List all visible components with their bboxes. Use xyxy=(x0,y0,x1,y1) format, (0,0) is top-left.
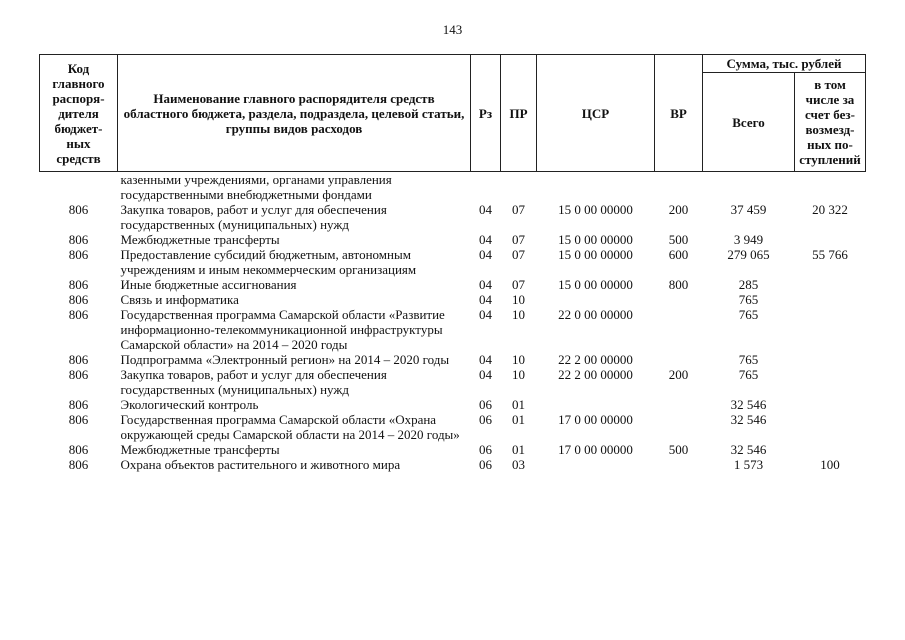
cell-csr: 22 2 00 00000 xyxy=(558,352,633,367)
cell-code: 806 xyxy=(68,397,89,412)
cell-csr xyxy=(537,292,655,307)
cell-name: Подпрограмма «Электронный регион» на 2014 – 2020 годы xyxy=(120,352,450,367)
cell-total: 32 546 xyxy=(730,442,767,457)
cell-code: 806 xyxy=(68,292,89,307)
cell-total: 32 546 xyxy=(730,412,767,427)
cell-csr: 15 0 00 00000 xyxy=(558,277,633,292)
cell-pr: 10 xyxy=(512,367,525,382)
cell-vr xyxy=(655,352,703,367)
cell-pr: 03 xyxy=(512,457,525,472)
cell-code: 806 xyxy=(68,412,89,427)
cell-rz: 06 xyxy=(479,397,492,412)
cell-pr: 10 xyxy=(512,307,525,322)
cell-name: Иные бюджетные ассигнования xyxy=(120,277,297,292)
table-row xyxy=(40,202,866,232)
cell-code xyxy=(40,172,118,203)
cell-code: 806 xyxy=(68,457,89,472)
cell-total: 32 546 xyxy=(730,397,767,412)
table-row xyxy=(40,457,866,472)
cell-code: 806 xyxy=(68,367,89,382)
table-row xyxy=(40,232,866,247)
cell-csr: 17 0 00 00000 xyxy=(558,442,633,457)
cell-rz: 04 xyxy=(479,247,492,262)
budget-table xyxy=(39,54,866,472)
cell-rz: 04 xyxy=(479,352,492,367)
cell-pr: 01 xyxy=(512,442,525,457)
cell-free xyxy=(795,277,866,292)
cell-rz: 04 xyxy=(479,367,492,382)
cell-name: Государственная программа Самарской области «Развитие информационно-телекоммуникационной инфраструктуры Самарской области» на 2014 – 2020 годы xyxy=(120,307,445,352)
cell-code: 806 xyxy=(68,232,89,247)
cell-vr xyxy=(655,412,703,442)
cell-rz: 06 xyxy=(479,442,492,457)
cell-free xyxy=(795,352,866,367)
header-vr: ВР xyxy=(655,55,703,172)
cell-free xyxy=(795,292,866,307)
cell-name: Закупка товаров, работ и услуг для обеспечения государственных (муниципальных) нужд xyxy=(120,202,387,232)
cell-pr: 07 xyxy=(512,202,525,217)
cell-csr xyxy=(537,457,655,472)
cell-vr xyxy=(655,292,703,307)
cell-free: 100 xyxy=(820,457,840,472)
cell-free xyxy=(795,232,866,247)
cell-total: 37 459 xyxy=(730,202,767,217)
header-total: Всего xyxy=(703,73,795,172)
header-free: в том числе за счет без-возмезд-ных по-ступлений xyxy=(795,73,866,172)
cell-pr: 10 xyxy=(512,292,525,307)
cell-total: 765 xyxy=(738,352,759,367)
table-row xyxy=(40,352,866,367)
table-row xyxy=(40,277,866,292)
cell-total: 1 573 xyxy=(733,457,764,472)
header-csr: ЦСР xyxy=(537,55,655,172)
cell-free xyxy=(795,442,866,457)
cell-name: Связь и информатика xyxy=(120,292,239,307)
table-row xyxy=(40,367,866,397)
cell-csr: 22 2 00 00000 xyxy=(558,367,633,382)
cell-vr: 500 xyxy=(668,232,689,247)
cell-code: 806 xyxy=(68,277,89,292)
cell-vr xyxy=(655,307,703,352)
cell-free: 20 322 xyxy=(812,202,848,217)
cell-vr: 200 xyxy=(668,202,689,217)
cell-name: казенными учреждениями, органами управления государственными внебюджетными фондами xyxy=(120,172,392,202)
cell-name: Предоставление субсидий бюджетным, автономным учреждениям и иным некоммерческим организациям xyxy=(120,247,417,277)
cell-csr xyxy=(537,397,655,412)
cell-rz: 06 xyxy=(479,412,492,427)
table-row xyxy=(40,292,866,307)
header-name: Наименование главного распорядителя средств областного бюджета, раздела, подраздела, целевой статьи, группы видов расходов xyxy=(118,55,471,172)
cell-rz: 04 xyxy=(479,202,492,217)
cell-code: 806 xyxy=(68,307,89,322)
cell-vr: 600 xyxy=(668,247,689,262)
table-row xyxy=(40,442,866,457)
cell-rz: 04 xyxy=(479,292,492,307)
cell-free: 55 766 xyxy=(812,247,848,262)
cell-code: 806 xyxy=(68,247,89,262)
cell-vr: 500 xyxy=(668,442,689,457)
cell-free xyxy=(795,307,866,352)
cell-rz xyxy=(471,172,501,203)
cell-free xyxy=(795,367,866,397)
cell-name: Межбюджетные трансферты xyxy=(120,232,280,247)
cell-total: 279 065 xyxy=(727,247,770,262)
table-body xyxy=(40,172,866,473)
cell-code: 806 xyxy=(68,202,89,217)
cell-free xyxy=(795,397,866,412)
cell-pr: 01 xyxy=(512,412,525,427)
cell-vr: 200 xyxy=(668,367,689,382)
cell-pr xyxy=(501,172,537,203)
cell-pr: 10 xyxy=(512,352,525,367)
cell-vr xyxy=(655,172,703,203)
header-pr: ПР xyxy=(501,55,537,172)
cell-name: Экологический контроль xyxy=(120,397,259,412)
cell-name: Закупка товаров, работ и услуг для обеспечения государственных (муниципальных) нужд xyxy=(120,367,387,397)
cell-pr: 07 xyxy=(512,232,525,247)
cell-pr: 07 xyxy=(512,247,525,262)
header-sum: Сумма, тыс. рублей xyxy=(703,55,866,73)
table-row xyxy=(40,247,866,277)
cell-rz: 04 xyxy=(479,307,492,322)
cell-total xyxy=(703,172,795,203)
cell-vr xyxy=(655,457,703,472)
cell-free xyxy=(795,412,866,442)
cell-total: 285 xyxy=(738,277,759,292)
cell-pr: 07 xyxy=(512,277,525,292)
cell-name: Государственная программа Самарской области «Охрана окружающей среды Самарской области на 2014 – 2020 годы» xyxy=(120,412,460,442)
cell-csr: 15 0 00 00000 xyxy=(558,202,633,217)
cell-pr: 01 xyxy=(512,397,525,412)
cell-vr: 800 xyxy=(668,277,689,292)
cell-rz: 04 xyxy=(479,277,492,292)
cell-code: 806 xyxy=(68,352,89,367)
cell-total: 765 xyxy=(738,292,759,307)
cell-total: 765 xyxy=(738,367,759,382)
cell-csr: 17 0 00 00000 xyxy=(558,412,633,427)
cell-name: Межбюджетные трансферты xyxy=(120,442,280,457)
table-row xyxy=(40,412,866,442)
page-number: 143 xyxy=(442,22,463,37)
cell-total: 765 xyxy=(738,307,759,322)
cell-vr xyxy=(655,397,703,412)
cell-rz: 06 xyxy=(479,457,492,472)
cell-free xyxy=(795,172,866,203)
cell-name: Охрана объектов растительного и животного мира xyxy=(120,457,401,472)
table-row xyxy=(40,307,866,352)
cell-rz: 04 xyxy=(479,232,492,247)
table-row xyxy=(40,172,866,203)
header-code: Код главного распоря-дителя бюджет-ных средств xyxy=(40,55,118,172)
cell-csr: 15 0 00 00000 xyxy=(558,247,633,262)
cell-csr: 15 0 00 00000 xyxy=(558,232,633,247)
cell-total: 3 949 xyxy=(733,232,764,247)
cell-code: 806 xyxy=(68,442,89,457)
header-rz: Рз xyxy=(471,55,501,172)
cell-csr xyxy=(537,172,655,203)
cell-csr: 22 0 00 00000 xyxy=(558,307,633,322)
table-row xyxy=(40,397,866,412)
